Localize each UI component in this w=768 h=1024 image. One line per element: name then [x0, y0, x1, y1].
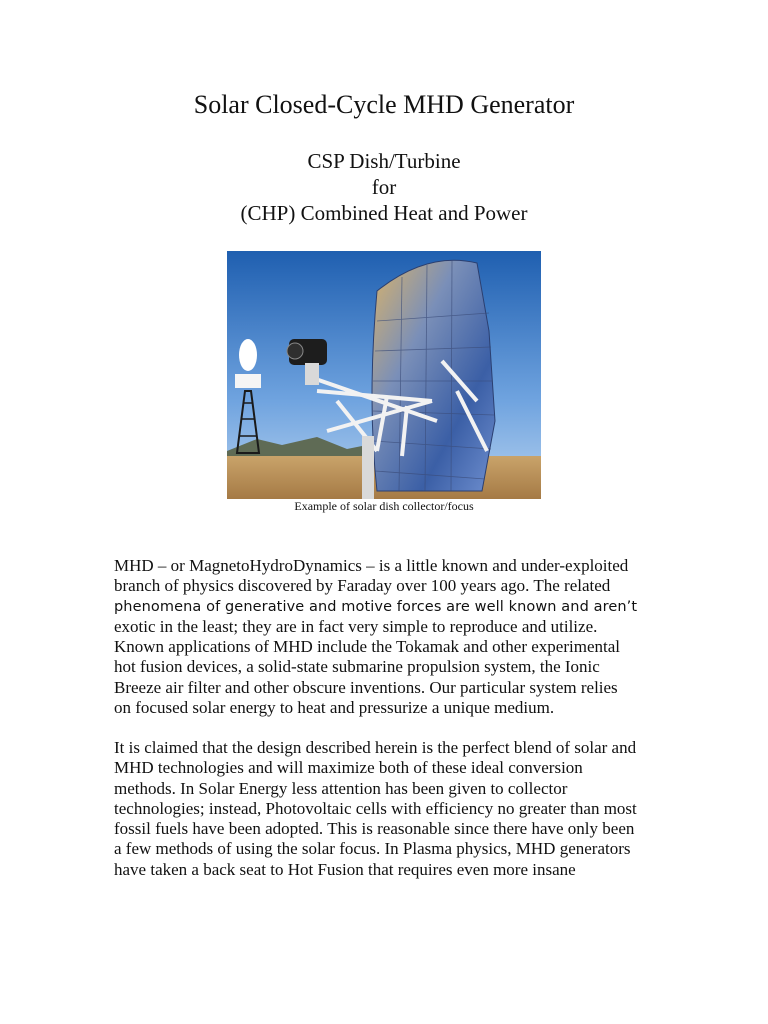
document-title: Solar Closed-Cycle MHD Generator	[193, 90, 575, 119]
text-line: Known applications of MHD include the Tokamak and other experimental	[114, 637, 620, 657]
text-line: It is claimed that the design described herein is the perfect blend of solar and	[114, 738, 637, 757]
text-line: MHD technologies and will maximize both of these ideal conversion	[114, 758, 583, 778]
text-line: fossil fuels have been adopted. This is reasonable since there have only been	[114, 819, 635, 839]
text-line: exotic in the least; they are in fact very simple to reproduce and utilize.	[114, 616, 598, 636]
text-line: hot fusion devices, a solid-state submarine propulsion system, the Ionic	[114, 657, 600, 677]
dish-mirror-icon	[372, 260, 495, 491]
document-subtitle	[0, 148, 768, 226]
solar-dish-illustration	[227, 251, 541, 499]
text-line: branch of physics discovered by Faraday over 100 years ago. The related	[114, 576, 611, 596]
text-line: technologies; instead, Photovoltaic cells with efficiency no greater than most	[114, 798, 637, 818]
text-line: a few methods of using the solar focus. In Plasma physics, MHD generators	[114, 839, 631, 859]
text-line: MHD – or MagnetoHydroDynamics – is a little known and under-exploited	[114, 556, 629, 575]
subtitle-line: CSP Dish/Turbine	[307, 149, 461, 173]
paragraph-1	[114, 556, 674, 718]
figure-caption: Example of solar dish collector/focus	[294, 499, 474, 513]
text-line: methods. In Solar Energy less attention has been given to collector	[114, 778, 568, 798]
text-line: phenomena of generative and motive forces are well known and aren’t	[114, 598, 638, 615]
subtitle-line: (CHP) Combined Heat and Power	[240, 201, 528, 225]
text-line: on focused solar energy to heat and pressurize a unique medium.	[114, 698, 555, 718]
paragraph-2	[114, 738, 674, 880]
solar-dish-photo	[227, 251, 541, 499]
subtitle-line: for	[371, 175, 397, 199]
text-line: Breeze air filter and other obscure inventions. Our particular system relies	[114, 677, 618, 697]
text-line: have taken a back seat to Hot Fusion that requires even more insane	[114, 859, 576, 879]
